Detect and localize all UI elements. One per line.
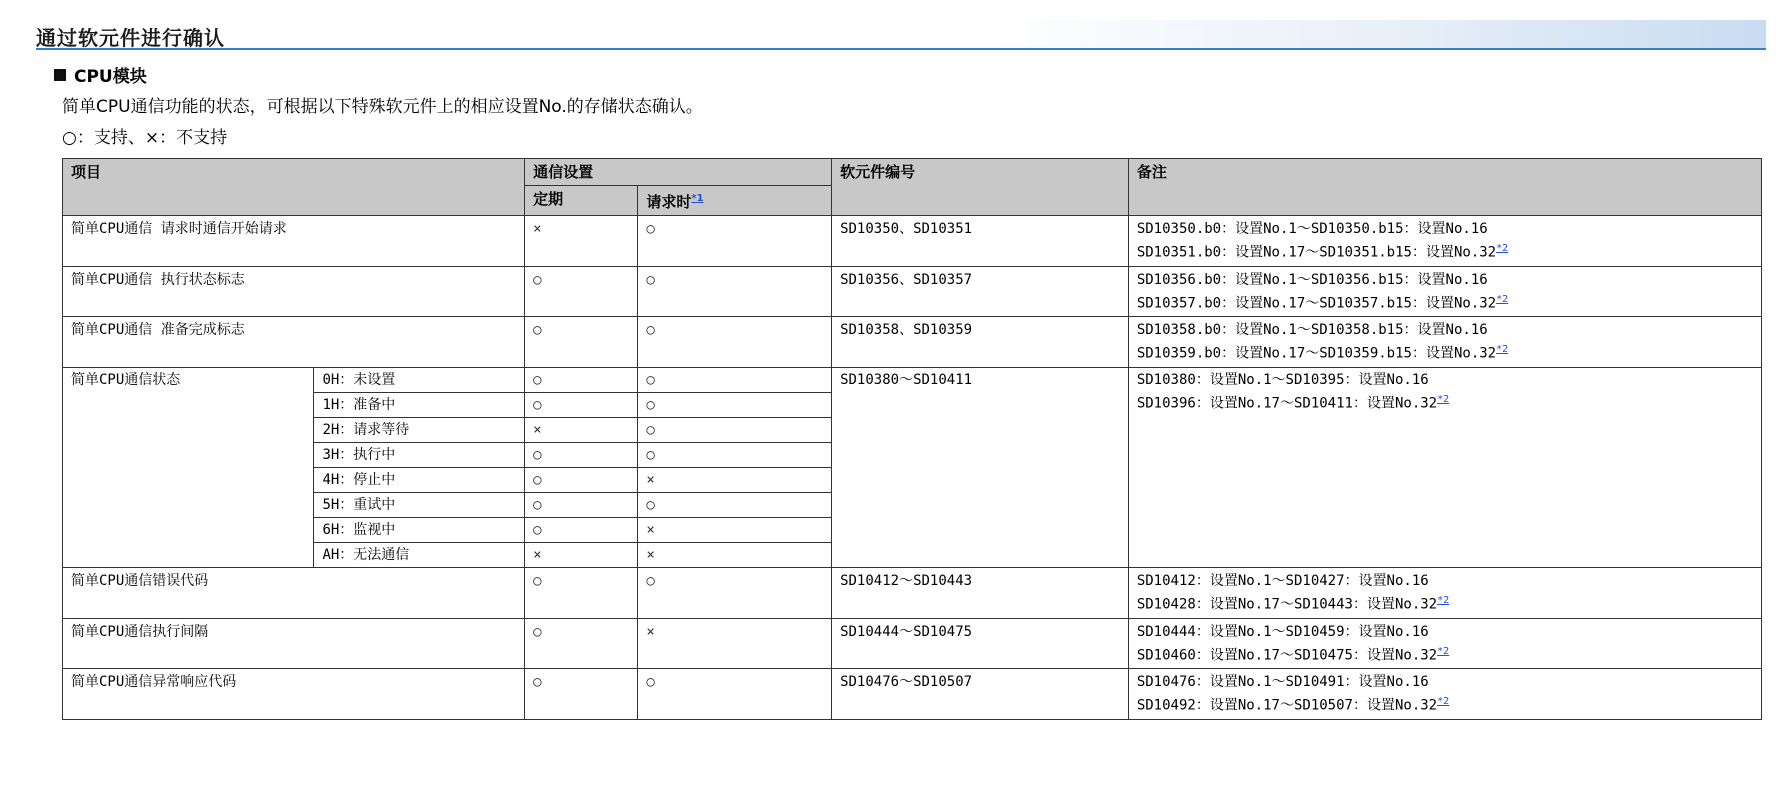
status-value-label: 1H：准备中 bbox=[314, 392, 525, 417]
header-device-no: 软元件编号 bbox=[832, 159, 1129, 216]
row-remarks bbox=[1128, 317, 1761, 368]
footnote-2-link[interactable]: *2 bbox=[1496, 293, 1509, 305]
remark-line-2 bbox=[1137, 642, 1753, 666]
remark-line-1: SD10444：设置No.1～SD10459：设置No.16 bbox=[1136, 623, 1429, 640]
row-device: SD10476～SD10507 bbox=[832, 669, 1129, 720]
row-remarks bbox=[1128, 567, 1761, 618]
header-on-request bbox=[638, 186, 832, 216]
header-comm-settings: 通信设置 bbox=[525, 159, 832, 186]
remark-line-1: SD10476：设置No.1～SD10491：设置No.16 bbox=[1136, 674, 1429, 691]
row-periodic: × bbox=[525, 216, 638, 267]
row-periodic: ○ bbox=[525, 567, 638, 618]
header-on-request-label: 请求时 bbox=[646, 193, 692, 211]
header-item: 项目 bbox=[63, 159, 525, 216]
table-row bbox=[63, 669, 1762, 720]
table-row bbox=[63, 618, 1762, 669]
footnote-2-link[interactable]: *2 bbox=[1437, 696, 1450, 708]
remark-line-2-text: SD10351.b0：设置No.17～SD10351.b15：设置No.32 bbox=[1136, 244, 1497, 261]
row-remarks bbox=[1128, 216, 1761, 267]
status-periodic: × bbox=[525, 542, 638, 567]
row-item: 简单CPU通信执行间隔 bbox=[63, 618, 525, 669]
row-device: SD10444～SD10475 bbox=[832, 618, 1129, 669]
row-on-request: ○ bbox=[638, 669, 832, 720]
table-row bbox=[63, 266, 1762, 317]
module-description: 简单CPU通信功能的状态，可根据以下特殊软元件上的相应设置No.的存储状态确认。 bbox=[62, 97, 703, 117]
remark-line-2-text: SD10396：设置No.17～SD10411：设置No.32 bbox=[1136, 395, 1438, 412]
status-value-label: 5H：重试中 bbox=[314, 492, 525, 517]
status-item: 简单CPU通信状态 bbox=[63, 367, 314, 567]
status-on-request: ○ bbox=[638, 442, 832, 467]
row-periodic: ○ bbox=[525, 317, 638, 368]
row-device: SD10350、SD10351 bbox=[832, 216, 1129, 267]
table-row bbox=[63, 567, 1762, 618]
row-device: SD10412～SD10443 bbox=[832, 567, 1129, 618]
support-legend: ○：支持、×：不支持 bbox=[62, 128, 228, 148]
status-on-request: ○ bbox=[638, 367, 832, 392]
row-on-request: × bbox=[638, 618, 832, 669]
footnote-2-link[interactable]: *2 bbox=[1437, 645, 1450, 657]
row-periodic: ○ bbox=[525, 618, 638, 669]
remark-line-1: SD10412：设置No.1～SD10427：设置No.16 bbox=[1136, 572, 1429, 589]
status-periodic: ○ bbox=[525, 492, 638, 517]
header-periodic: 定期 bbox=[525, 186, 638, 216]
footnote-2-link[interactable]: *2 bbox=[1496, 243, 1509, 254]
row-item: 简单CPU通信异常响应代码 bbox=[63, 669, 525, 720]
remark-line-2-text: SD10428：设置No.17～SD10443：设置No.32 bbox=[1136, 596, 1438, 613]
table-row bbox=[63, 216, 1762, 267]
row-periodic: ○ bbox=[525, 669, 638, 720]
remark-line-1: SD10380：设置No.1～SD10395：设置No.16 bbox=[1136, 371, 1429, 388]
status-periodic: ○ bbox=[525, 367, 638, 392]
status-periodic: ○ bbox=[525, 517, 638, 542]
row-remarks bbox=[1128, 266, 1761, 317]
status-value-label: 0H：未设置 bbox=[314, 367, 525, 392]
section-header bbox=[36, 20, 1766, 50]
footnote-2-link[interactable]: *2 bbox=[1437, 393, 1450, 405]
footnote-1-link[interactable]: *1 bbox=[691, 193, 704, 204]
status-periodic: ○ bbox=[525, 442, 638, 467]
status-on-request: ○ bbox=[638, 417, 832, 442]
status-value-label: AH：无法通信 bbox=[314, 542, 525, 567]
footnote-2-link[interactable]: *2 bbox=[1496, 344, 1509, 356]
status-periodic: ○ bbox=[525, 467, 638, 492]
status-value-label: 6H：监视中 bbox=[314, 517, 525, 542]
status-periodic: ○ bbox=[525, 392, 638, 417]
status-value-label: 3H：执行中 bbox=[314, 442, 525, 467]
remark-line-1: SD10350.b0：设置No.1～SD10350.b15：设置No.16 bbox=[1136, 221, 1488, 237]
module-heading-text: CPU模块 bbox=[74, 67, 147, 87]
remark-line-2 bbox=[1137, 340, 1753, 364]
status-value-label: 4H：停止中 bbox=[314, 467, 525, 492]
row-on-request: ○ bbox=[638, 266, 832, 317]
status-on-request: ○ bbox=[638, 392, 832, 417]
table-row bbox=[63, 367, 1762, 392]
row-on-request: ○ bbox=[638, 567, 832, 618]
remark-line-1: SD10358.b0：设置No.1～SD10358.b15：设置No.16 bbox=[1136, 322, 1488, 339]
row-remarks bbox=[1128, 618, 1761, 669]
remark-line-2 bbox=[1137, 692, 1753, 716]
remark-line-2-text: SD10460：设置No.17～SD10475：设置No.32 bbox=[1136, 647, 1438, 664]
remark-line-2 bbox=[1137, 239, 1753, 263]
status-periodic: × bbox=[525, 417, 638, 442]
status-on-request: × bbox=[638, 517, 832, 542]
row-remarks bbox=[1128, 669, 1761, 720]
row-device: SD10358、SD10359 bbox=[832, 317, 1129, 368]
status-on-request: × bbox=[638, 467, 832, 492]
remark-line-2 bbox=[1137, 591, 1753, 615]
table-row bbox=[63, 317, 1762, 368]
row-periodic: ○ bbox=[525, 266, 638, 317]
remark-line-2-text: SD10492：设置No.17～SD10507：设置No.32 bbox=[1136, 697, 1438, 714]
row-item: 简单CPU通信 请求时通信开始请求 bbox=[63, 216, 525, 267]
remark-line-2-text: SD10359.b0：设置No.17～SD10359.b15：设置No.32 bbox=[1136, 345, 1497, 362]
square-bullet-icon bbox=[54, 69, 66, 81]
remark-line-1: SD10356.b0：设置No.1～SD10356.b15：设置No.16 bbox=[1136, 271, 1488, 288]
row-item: 简单CPU通信 执行状态标志 bbox=[63, 266, 525, 317]
row-on-request: ○ bbox=[638, 317, 832, 368]
remark-line-2-text: SD10357.b0：设置No.17～SD10357.b15：设置No.32 bbox=[1136, 295, 1497, 312]
remark-line-2 bbox=[1137, 290, 1753, 314]
device-status-table bbox=[62, 158, 1762, 720]
row-item: 简单CPU通信错误代码 bbox=[63, 567, 525, 618]
status-remarks bbox=[1128, 367, 1761, 567]
header-remarks: 备注 bbox=[1128, 159, 1761, 216]
status-on-request: × bbox=[638, 542, 832, 567]
status-value-label: 2H：请求等待 bbox=[314, 417, 525, 442]
status-on-request: ○ bbox=[638, 492, 832, 517]
module-heading bbox=[54, 62, 147, 87]
row-item: 简单CPU通信 准备完成标志 bbox=[63, 317, 525, 368]
footnote-2-link[interactable]: *2 bbox=[1437, 594, 1450, 606]
status-device: SD10380～SD10411 bbox=[832, 367, 1129, 567]
remark-line-2 bbox=[1137, 390, 1753, 414]
row-device: SD10356、SD10357 bbox=[832, 266, 1129, 317]
row-on-request: ○ bbox=[638, 216, 832, 267]
section-title: 通过软元件进行确认 bbox=[36, 26, 225, 50]
